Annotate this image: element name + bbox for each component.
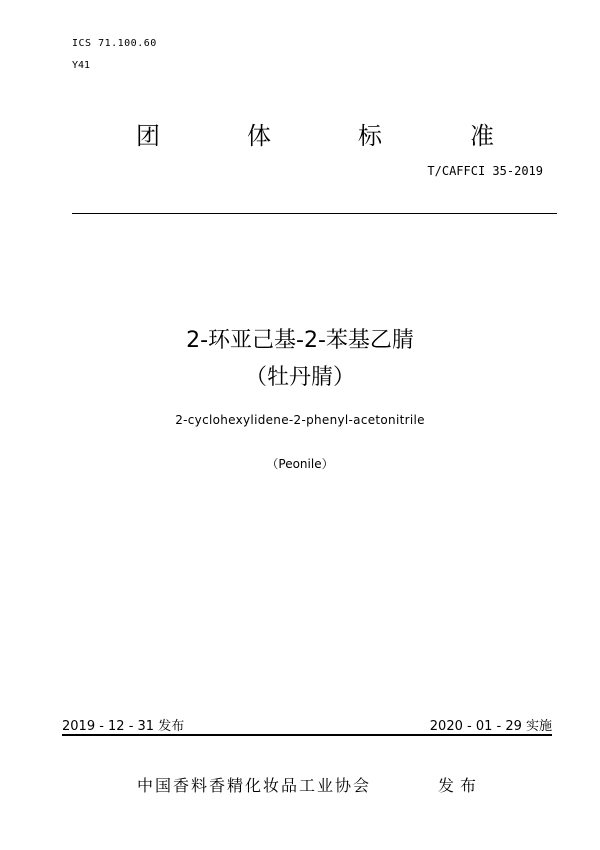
title-english: 2-cyclohexylidene-2-phenyl-acetonitrile [175, 413, 425, 427]
standard-type-char-4: 准 [470, 122, 494, 150]
implementation-date: 2020 - 01 - 29 实施 [429, 719, 552, 734]
header-divider [72, 213, 557, 214]
title-chinese: 2-环亚己基-2-苯基乙腈 [186, 328, 414, 353]
footer-divider [62, 734, 552, 736]
standard-type-char-1: 团 [136, 122, 160, 150]
ccs-code: Y41 [72, 60, 91, 71]
publish-label: 发布 [438, 776, 483, 795]
publisher-name: 中国香料香精化妆品工业协会 [137, 776, 372, 795]
title-english-alias: （Peonile） [266, 457, 334, 471]
standard-type-char-2: 体 [247, 122, 271, 150]
title-chinese-alias: （牡丹腈） [244, 365, 355, 390]
standard-type-char-3: 标 [358, 122, 382, 150]
ics-code: ICS 71.100.60 [72, 38, 157, 49]
standard-number: T/CAFFCI 35-2019 [427, 164, 543, 178]
release-date: 2019 - 12 - 31 发布 [62, 719, 185, 734]
